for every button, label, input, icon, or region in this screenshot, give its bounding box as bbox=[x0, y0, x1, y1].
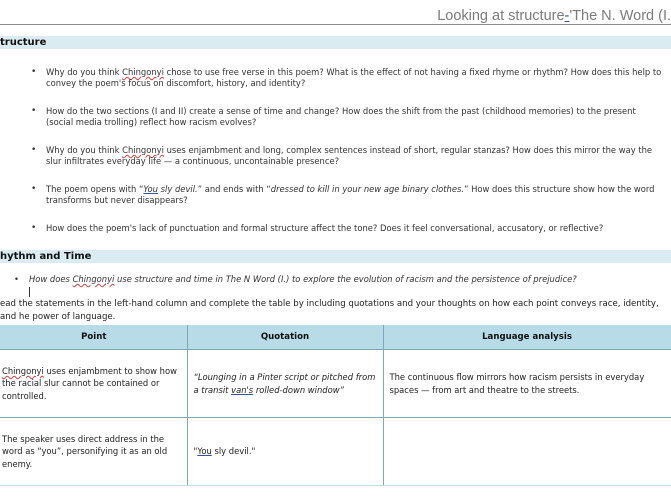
section-heading-structure: tructure bbox=[0, 36, 671, 49]
text-cursor bbox=[29, 287, 30, 297]
text: rolled-down window” bbox=[253, 384, 344, 395]
table-row bbox=[0, 418, 671, 486]
author-name: Chingonyi bbox=[122, 67, 164, 77]
list-item bbox=[46, 184, 663, 205]
analysis-table bbox=[0, 325, 671, 486]
quote: sly devil. bbox=[158, 184, 198, 194]
instructions: ead the statements in the left-hand column and complete the table by including quotations and your thoughts on how each point conveys race, identity, and he power of language. bbox=[0, 299, 659, 322]
header-title-prefix: Looking at structure bbox=[437, 8, 565, 24]
cell-analysis[interactable] bbox=[383, 418, 671, 486]
text: How does bbox=[29, 274, 73, 284]
author-name: Chingonyi bbox=[2, 365, 44, 376]
author-name: Chingonyi bbox=[122, 145, 164, 155]
quote-underlined: van's bbox=[231, 384, 254, 395]
text: Why do you think bbox=[46, 67, 123, 77]
text: uses enjambment to show how the racial slur cannot be contained or controlled. bbox=[2, 365, 177, 401]
text: “Lounging in a Pinter script or pitched from a transit bbox=[193, 372, 376, 395]
text: ” and ends with “ bbox=[197, 184, 271, 194]
text: chose to use free verse in this poem? What is the effect of not having a fixed rhyme or rhythm? How does this help to convey the poem's focus on discomfort, history, and identity? bbox=[46, 67, 662, 88]
header-title bbox=[437, 8, 671, 24]
cell-point[interactable]: The speaker uses direct address in the word as “you”, personifying it as an old enemy. bbox=[0, 418, 187, 486]
text: The poem opens with “ bbox=[46, 184, 144, 194]
cell-analysis[interactable]: The continuous flow mirrors how racism persists in everyday spaces — from art and theatre to the streets. bbox=[383, 350, 671, 418]
author-name: Chingonyi bbox=[72, 274, 115, 284]
text: Why do you think bbox=[46, 145, 123, 155]
header-quotation: Quotation bbox=[187, 325, 383, 350]
text: use structure and time in The N Word (I.) to explore the evolution of racism and the persistence of prejudice? bbox=[114, 274, 577, 284]
text: " bbox=[193, 446, 198, 457]
cell-quotation[interactable] bbox=[187, 350, 383, 418]
rhythm-question bbox=[29, 274, 577, 284]
table-header-row bbox=[0, 325, 671, 350]
text: uses enjambment and long, complex sentences instead of short, regular stanzas? How does this mirror the way the slur infiltrates everyday life — a continuous, uncontainable presence? bbox=[46, 145, 653, 166]
header-point: Point bbox=[0, 325, 187, 350]
list-item bbox=[46, 145, 663, 166]
list-item: • How does the poem's lack of punctuation and formal structure affect the tone? Does it feel conversational, accusatory, or reflective? bbox=[46, 223, 663, 234]
cell-point[interactable] bbox=[0, 350, 187, 418]
quote: dressed to kill in your new age binary clothes. bbox=[270, 184, 465, 194]
header-title-sep: - bbox=[564, 8, 570, 24]
cell-quotation[interactable] bbox=[187, 418, 383, 486]
header-language-analysis: Language analysis bbox=[383, 325, 671, 350]
table-row bbox=[0, 350, 671, 418]
list-item: • How do the two sections (I and II) create a sense of time and change? How does the shift from the past (childhood memories) to the present (social media trolling) reflect how racism evolves? bbox=[46, 106, 663, 127]
quote-underlined: You bbox=[197, 446, 212, 457]
list-item bbox=[46, 67, 663, 88]
section-heading-rhythm: hythm and Time bbox=[0, 250, 671, 263]
header-title-suffix: 'The N. Word (I. bbox=[569, 8, 671, 24]
header-rule bbox=[0, 24, 671, 25]
text: ” How does this structure show how the word transforms but never disappears? bbox=[46, 184, 655, 205]
quote-underlined: You bbox=[143, 184, 158, 194]
text: sly devil." bbox=[211, 446, 256, 457]
